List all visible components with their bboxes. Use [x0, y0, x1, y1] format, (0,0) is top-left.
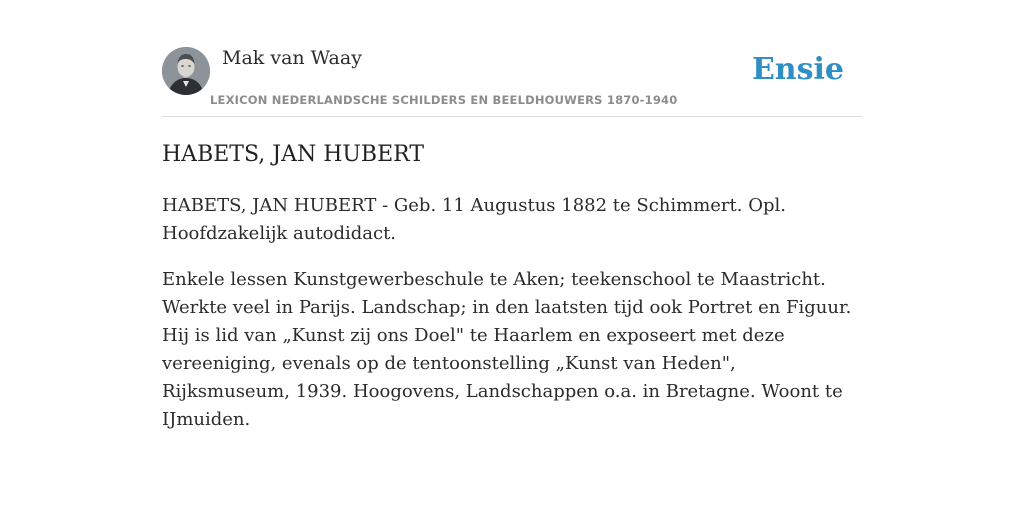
author-avatar[interactable] [162, 47, 210, 95]
article-header [162, 46, 862, 117]
article-title: HABETS, JAN HUBERT [162, 142, 425, 167]
portrait-image [162, 47, 210, 95]
source-title[interactable]: LEXICON NEDERLANDSCHE SCHILDERS EN BEELDHOUWERS 1870-1940 [210, 93, 678, 107]
author-name[interactable]: Mak van Waay [222, 47, 362, 69]
article-paragraph: HABETS, JAN HUBERT - Geb. 11 Augustus 1882 te Schimmert. Opl. Hoofdzakelijk autodidact. [162, 195, 786, 244]
ensie-logo[interactable]: Ensie [751, 52, 844, 87]
article-body [162, 192, 862, 452]
article-paragraph: Enkele lessen Kunstgewerbeschule te Aken; teekenschool te Maastricht. Werkte veel in Parijs. Landschap; in den laatsten tijd ook Portret en Figuur. Hij is lid van „Kunst zij ons Doel" te Haarlem en exposeert met deze vereeniging, evenals op de tentoonstelling „Kunst van Heden", Rijksmuseum, 1939. Hoogovens, Landschappen o.a. in Bretagne. Woont te IJmuiden. [162, 269, 852, 430]
